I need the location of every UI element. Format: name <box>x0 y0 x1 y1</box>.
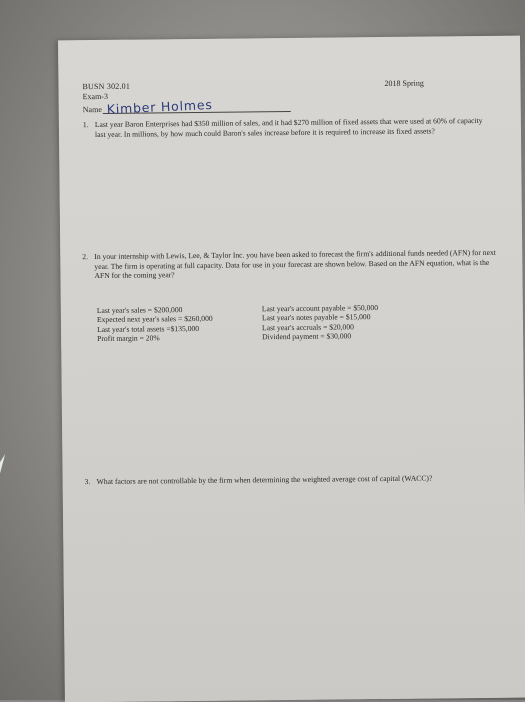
question-1 <box>83 116 503 120</box>
pen-tip <box>0 452 10 485</box>
data-item: Last year's accruals = $20,000 <box>262 322 378 333</box>
question-number: 3. <box>85 477 91 487</box>
name-line <box>103 99 291 114</box>
semester: 2018 Spring <box>384 79 423 88</box>
name-label: Name <box>83 105 102 114</box>
data-item: Profit margin = 20% <box>97 333 213 344</box>
question-text: What factors are not controllable by the firm when determining the weighted average cost of capital (WACC)? <box>97 473 503 487</box>
course-code: BUSN 302.01 <box>82 82 130 91</box>
data-item: Last year's account payable = $50,000 <box>262 303 378 314</box>
exam-label: Exam-3 <box>83 92 108 101</box>
question-3 <box>85 473 505 477</box>
question-text: In your internship with Lewis, Lee, & Taylor Inc. you have been asked to forecast the firm's additional funds needed (AFN) for next year. The firm is operating at full capacity. Data for use in your forecast are shown below. Based on the AFN equation, what is the AFN for the coming year? <box>94 248 498 281</box>
data-item: Dividend payment = $30,000 <box>262 331 378 342</box>
name-row <box>83 99 291 114</box>
data-item: Last year's sales = $200,000 <box>97 305 213 316</box>
handwritten-name: Kimber Holmes <box>107 97 213 117</box>
data-list-right <box>262 303 379 342</box>
question-number: 1. <box>83 120 89 130</box>
question-text: Last year Baron Enterprises had $350 million of sales, and it had $270 million of fixed assets that were used at 60% of capacity last year. In millions, by how much could Baron's sales increase before it is required to increase its fixed assets? <box>95 116 495 139</box>
question-2 <box>82 248 502 252</box>
question-number: 2. <box>82 252 88 262</box>
data-item: Last year's notes payable = $15,000 <box>262 312 378 323</box>
data-list-left <box>97 305 213 344</box>
data-item: Last year's total assets =$135,000 <box>97 324 213 335</box>
data-item: Expected next year's sales = $260,000 <box>97 314 213 325</box>
exam-sheet <box>58 36 525 702</box>
